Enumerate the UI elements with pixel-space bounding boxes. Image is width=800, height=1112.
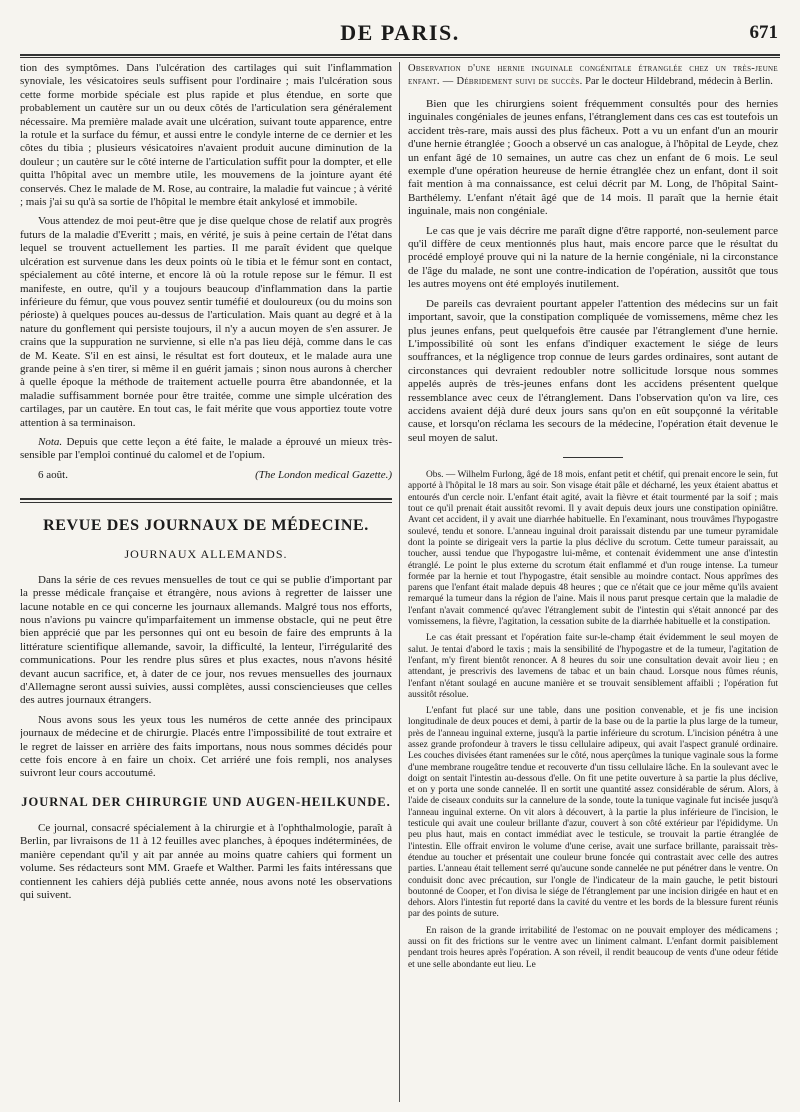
journal-title: JOURNAL DER CHIRURGIE UND AUGEN-HEILKUNDE.	[21, 794, 391, 809]
observation-heading	[408, 62, 778, 88]
case-paragraph-4: En raison de la grande irritabilité de l'estomac on ne pouvait employer des médicamens ; aussi on fit des frictions sur le ventre avec un liniment calmant. L'enfant dormit paisiblement pendant trois heures après l'opération. A son réveil, il rendit beaucoup de vents d'une odeur fétide et une selle abondante eut lieu. Le	[408, 925, 778, 970]
observation-title: Observation d'une hernie inguinale congénitale étranglée chez un très-jeune enfant. — Débridement suivi de succès.	[408, 63, 778, 87]
left-paragraph-5: Ce journal, consacré spécialement à la chirurgie et à l'ophthalmologie, paraît à Berlin, par livraisons de 11 à 12 feuilles avec planches, à époques indéterminées, de manière cependant qu'il y ait par année au moins quatre cahiers qui forment un volume. Ses rédacteurs sont MM. Graefe et Walther. Parmi les faits intéressans que contiennent les cahiers déjà publiés cette année, nous avons noté les observations qui suivent.	[20, 821, 392, 901]
right-column	[408, 62, 778, 971]
section-rule-thick	[20, 498, 392, 500]
left-paragraph-3: Dans la série de ces revues mensuelles de tout ce qui se publie d'important par la presse médicale française et étrangère, nous avions à regretter de laisser une lacune notable en ce qui concerne les journaux allemands. Malgré tous nos efforts, nous n'avions pu vaincre qu'imparfaitement un immense obstacle, qui ne peut être bien apprécié que par les personnes qui ont eu besoin de faire des emprunts à la littérature scientifique allemande, savoir, la difficulté, la lenteur, l'irrégularité des communications. Pour les rendre plus sûres et plus exactes, nous n'avons hésité devant aucun sacrifice, et, à dater de ce jour, nos revues mensuelles des journaux d'Allemagne seront aussi suivies, aussi complètes, aussi consciencieuses que celles des autres journaux étrangers.	[20, 573, 392, 707]
running-head: DE PARIS.	[340, 20, 460, 45]
section-rule-thin	[20, 502, 392, 503]
page-number: 671	[749, 22, 778, 43]
header-rule	[20, 54, 780, 58]
source: (The London medical Gazette.)	[255, 468, 392, 481]
right-paragraph-2: Le cas que je vais décrire me paraît digne d'être rapporté, non-seulement parce qu'il diffère de ceux mentionnés plus haut, mais encore parce que le résultat du procédé employé prouve qui ni la nature de la hernie congéniale, ni la circonstance de l'âge du malade, ne sont une contre-indication de l'opération, aussitôt que tous les autres moyens ont été employés inutilement.	[408, 224, 778, 291]
short-rule	[563, 457, 623, 458]
case-report	[408, 470, 778, 971]
left-paragraph-4: Nous avons sous les yeux tous les numéros de cette année des principaux journaux de médecine et de chirurgie. Placés entre l'impossibilité de tout extraire et le regret de laisser en arrière des faits importans, nous nous sommes décidés pour cette fois encore à en faire un choix. Cet arriéré une fois rempli, nos analyses suivront leur cours accoutumé.	[20, 713, 392, 780]
right-paragraph-1: Bien que les chirurgiens soient fréquemment consultés pour des hernies inguinales congéniales de jeunes enfans, l'étranglement dans ces cas est toutefois un accident très-rare, mais aussi des plus fâcheux. Pott a vu un enfant d'un an mourir d'une hernie étranglée ; Gooch a observé un cas analogue, à l'hôpital de Leyde, chez un enfant âgé de 10 semaines, un autre cas chez un enfant de 6 mois. Le seul exemple d'une opération heureuse de hernie étranglée chez un enfant, dont il soit fait mention à ma connaissance, est celui décrit par M. Long, de l'hôpital Saint-Barthélemy. L'enfant n'était âgé que de 14 mois. Il paraît que la hernie était inguinale, mais non congéniale.	[408, 98, 778, 218]
left-paragraph-1: tion des symptômes. Dans l'ulcération des cartilages qui suit l'inflammation synoviale, les vésicatoires seuls suffisent pour l'ordinaire ; mais l'ulcération sous cette forme morbide spéciale est plus rapide et plus étendue, en sorte que probablement un cautère sur un ou deux côtés de l'articulation sera généralement nécessaire. Ma première malade avait une ulcération, suivant toute apparence, entre la rotule et la surface du fémur, et aussi entre le condyle interne de ce dernier et les côtes du tibia ; plusieurs vésicatoires n'avaient produit aucune diminution de la douleur ; un cautère sur le côté interne de l'articulation suffit pour la dompter, et elle quitta l'hôpital avec un membre utile, les mouvemens de la jointure ayant été conservés. Chez le malade de M. Rose, au contraire, la maladie fut vaincue ; à vérité ; mais j'ai su qu'à sa sortie de l'hôpital le membre était ankylosé et immobile.	[20, 62, 392, 209]
signature-line	[20, 469, 392, 482]
left-paragraph-2: Vous attendez de moi peut-être que je dise quelque chose de relatif aux progrès futurs de la maladie d'Everitt ; mais, en vérité, je suis à peine certain de l'état dans lequel se trouvent actuellement les parties. Il me paraît évident que quelque ulcération est survenue dans les deux points où le tibia et le fémur sont en contact, spécialement au côté interne, et encore là où la rotule repose sur le fémur. Il est manifeste, en outre, qu'il y a toujours beaucoup d'inflammation dans la partie inférieure du fémur, que vous pouvez sentir tuméfié et douloureux (ou du moins son périoste) à quelques pouces au-dessus de l'articulation. Mais quant au degré et à la nature du gonflement qui persiste toujours, il n'y a aucun moyen de s'en assurer. Je crains que la suppuration ne survienne, si elle n'a pas lieu déjà, comme dans le cas de M. Keate. S'il en est ainsi, le résultat est fort douteux, et le malade aura une grande peine à s'en tirer, si même il en guérit jamais ; sinon nous aurons à chercher à quelle époque la méthode de traitement actuelle pourra être abandonnée, et la maladie suffisamment bornée pour être traitée, comme une simple ulcération des cartilages, par un cautère. En tout cas, le fait mérite que vous apportiez toute votre attention à sa terminaison.	[20, 215, 392, 429]
case-paragraph-3: L'enfant fut placé sur une table, dans une position convenable, et je fis une incision longitudinale de deux pouces et demi, à partir de la base ou de la partie la plus large de la tumeur, près de l'anneau inguinal externe, jusqu'à la partie inférieure du scrotum. L'incision pénétra à une assez grande profondeur à travers le tissu cellulaire adipeux, qui avait l'aspect granulé ordinaire. Les couches divisées étant ramenées sur le côté, nous aperçûmes la tunique vaginale sous la forme d'une membrane rougeâtre tendue et recouverte d'un tissu cellulaire lâche. En la soulevant avec le doigt on sentait l'intestin au-dessous d'elle. On fit une petite ouverture à sa partie la plus déclive, et on y porta une sonde cannelée. Il en sortit une quantité assez considérable de sérum. Alors, à l'aide de ciseaux conduits sur la cannelure de la sonde, toute la tunique vaginale fut incisée jusqu'à l'anneau inguinal externe. On vit alors à découvert, à la partie la plus inférieure de l'incision, le testicule qui avait une couleur brillante d'azur, couvert à son côté extérieur par l'épididyme. Un peu plus haut, mais en contact immédiat avec le testicule, se trouvait la partie étranglée de l'intestin. Elle offrait environ le volume d'une cerise, avait une surface brillante, paraissait très-étendue au toucher et présentait une couleur brune foncée qui contrastait avec celle des autres parties. L'anneau était tellement serré qu'aucune sonde cannelée ne put pénétrer dans le ventre. On conduisit donc avec précaution, sur l'ongle de l'indicateur de la main gauche, le petit bistouri boutonné de Cooper, et l'on divisa le siége de l'étranglement par une incision dirigée en haut et en dehors. Alors l'intestin fut reporté dans la cavité du ventre et les bords de la blessure furent réunis par des points de suture.	[408, 706, 778, 920]
case-paragraph-1: Obs. — Wilhelm Furlong, âgé de 18 mois, enfant petit et chétif, qui prenait encore le sein, fut apporté à l'hôpital le 18 mars au soir. Son visage était pâle et décharné, les yeux étaient abattus et entourés d'un cercle noir. L'enfant était agité, avait la fièvre et était tourmenté par la soif ; mais tout ce qu'il prenait était aussitôt revomi. Il y avait depuis deux jours une constipation opiniâtre. Avant cet accident, il y avait une diarrhée habituelle. En l'examinant, nous trouvâmes l'hypogastre soulevé, tendu et sonore. L'anneau inguinal droit paraissait distendu par une tumeur pyramidale dont la pointe se dirigeait vers la partie la plus déclive du scrotum. Cette tumeur paraissait, au toucher, aussi tendue que l'hypogastre lui-même, et contenait évidemment une anse d'intestin étranglé. Le point le plus externe du scrotum était enflammé et d'un rouge intense. La tumeur formée par la hernie et tout l'hypogastre, était sensible au moindre contact. Nous apprîmes des parens que l'enfant était malade depuis 48 heures ; que ce n'était que ce jour même qu'ils avaient remarqué la tumeur dans la région de l'aine. Mais il nous parut presque certain que la maladie de l'enfant n'avait commencé qu'avec l'étranglement subit de l'intestin qui s'était annoncé par des vomissemens, la fièvre, l'agitation, la cessation subite de la diarrhée habituelle et la constipation.	[408, 470, 778, 628]
date: 6 août.	[38, 468, 68, 481]
right-paragraph-3: De pareils cas devraient pourtant appeler l'attention des médecins sur un fait important, savoir, que la constipation compliquée de vomissemens, même chez les plus jeunes enfans, peut quelquefois être causée par l'étranglement d'une hernie. L'impossibilité où sont les enfans d'indiquer exactement le siége de leurs souffrances, et la négligence trop connue de leurs gardes ordinaires, sont autant de circonstances qui devraient redoubler notre sollicitude lorsque nous sommes appelés auprès de très-jeunes enfans dont les accidens présentent quelque ressemblance avec ceux de l'étranglement. Dans l'observation qu'on va lire, ces accidens avaient déjà duré deux jours sans qu'on en eût soupçonné la véritable cause, et lorsqu'on réclama les secours de la médecine, l'opération était devenue le seul moyen de salut.	[408, 297, 778, 444]
left-column	[20, 62, 392, 902]
subsection-title: JOURNAUX ALLEMANDS.	[124, 546, 288, 561]
nota-label: Nota.	[38, 435, 63, 448]
nota-paragraph	[20, 436, 392, 463]
page-header	[20, 14, 780, 54]
observation-author: Par le docteur Hildebrand, médecin à Berlin.	[582, 76, 773, 87]
column-divider	[399, 62, 400, 1102]
section-title: REVUE DES JOURNAUX DE MÉDECINE.	[43, 516, 369, 534]
case-paragraph-2: Le cas était pressant et l'opération faite sur-le-champ était évidemment le seul moyen de salut. Je tentai d'abord le taxis ; mais la sensibilité de l'hypogastre et de la tumeur, l'agitation de l'enfant, m'y firent bientôt renoncer. A 8 heures du soir une consultation devait avoir lieu ; en attendant, je prescrivis des lavemens de tabac et un bain chaud. Lorsque nous fûmes réunis, l'enfant n'étant soulagé en aucune manière et se trouvait sensiblement affaibli ; l'opération fut aussitôt résolue.	[408, 633, 778, 700]
nota-text: Depuis que cette leçon a été faite, le malade a éprouvé un mieux très-sensible par l'emploi continué du calomel et de l'opium.	[20, 435, 392, 462]
